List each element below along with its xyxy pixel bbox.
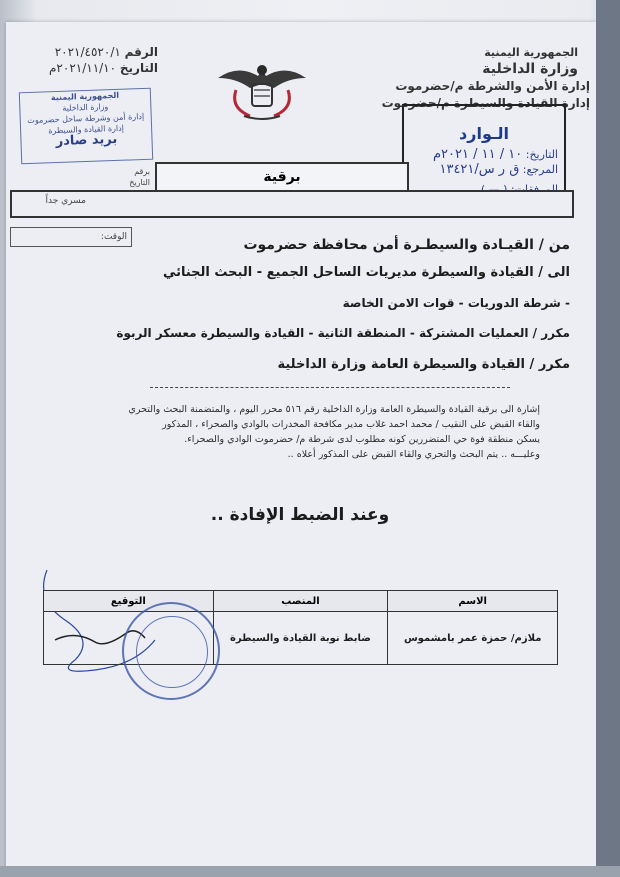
meta-row [10,190,574,218]
stamp-line-dept: إدارة أمن وشرطة ساحل حضرموت [27,111,145,126]
stamp-outgoing-mail: بريد صادر [55,131,118,150]
ministry-name: وزارة الداخلية [482,61,578,77]
header-position: المنصب [213,591,388,612]
header-signature: التوقيع [44,591,214,612]
incoming-ref-value: ق ر س/١٣٤٢١ [439,162,520,177]
cc-line-1: مكرر / العمليات المشتركة - المنطقة الثانية - القيادة والسيطرة معسكر الربوة [116,326,570,340]
stamp-field-date: التاريخ [129,178,150,187]
stamp-inner-ring [136,616,208,688]
body-line-4: وعليـــه .. يتم البحث والتحري والقاء القبض على المذكور أعلاه .. [287,449,540,460]
separator-line [150,387,510,388]
time-label: الوقت: [100,232,127,242]
yemen-eagle-emblem [214,60,310,122]
signer-name: ملازم/ حمزة عمر بامشموس [388,612,558,665]
official-round-stamp [122,602,220,700]
header-right [380,44,590,112]
scan-edge-bottom [0,866,620,877]
incoming-date-label: التاريخ: [525,148,558,161]
division-name: إدارة القيادة والسيطرة م/حضرموت [381,96,590,110]
priority-note: مسري جداً [45,196,86,206]
scan-edge-right [596,0,620,877]
to-line: الى / القيادة والسيطرة مديريات الساحل الجميع - البحث الجنائي [162,265,570,280]
time-field [10,227,132,247]
body-line-3: يسكن منطقة فوة حي المتضررين كونه مطلوب لدى شرطة م/ حضرموت الوادي والصحراء. [184,434,540,445]
ref-label: الرقم [124,45,158,59]
incoming-date-value: ١٠ / ١١ / ٢٠٢١م [432,147,523,162]
cc-line-2: مكرر / القيادة والسيطرة العامة وزارة الداخلية [277,357,570,372]
outgoing-mail-stamp [19,88,153,165]
signature-table [43,590,558,665]
signer-position: ضابط نوبة القيادة والسيطرة [213,612,388,665]
header-left [18,45,158,77]
country-name: الجمهورية اليمنية [484,46,578,59]
incoming-ref-label: المرجع: [522,163,558,176]
date-label: التاريخ [119,61,158,75]
incoming-title: الـوارد [459,124,509,143]
closing-line: وعند الضبط الإفادة .. [210,505,390,525]
to-line-continued: - شرطة الدوريات - قوات الامن الخاصة [342,296,570,310]
date-value: ٢٠٢١/١١/١٠م [48,61,117,75]
from-line: من / القيـادة والسيطـرة أمن محافظة حضرموت [243,237,570,253]
stamp-line-country: الجمهورية اليمنية [50,90,120,103]
body-line-1: إشارة الى برقية القيادة والسيطرة العامة وزارة الداخلية رقم ٥١٦ محرر اليوم ، والمتضمنة البحث والتحري [128,404,540,415]
stamp-field-number: برقم [134,167,150,176]
body-line-2: والقاء القبض على النقيب / محمد احمد غلاب مدير مكافحة المخدرات بالوادي والصحراء ، المذكور [162,419,540,430]
department-name: إدارة الأمن والشرطة م/حضرموت [395,79,590,93]
body-paragraph [60,402,540,462]
ref-value: ٢٠٢١/٤٥٢٠/١ [54,45,121,59]
stamp-line-division: إدارة القيادة والسيطرة [48,123,125,136]
header-name: الاسم [388,591,558,612]
telegram-type-label: برقية [155,162,409,192]
stamp-line-ministry: وزارة الداخلية [62,102,109,113]
